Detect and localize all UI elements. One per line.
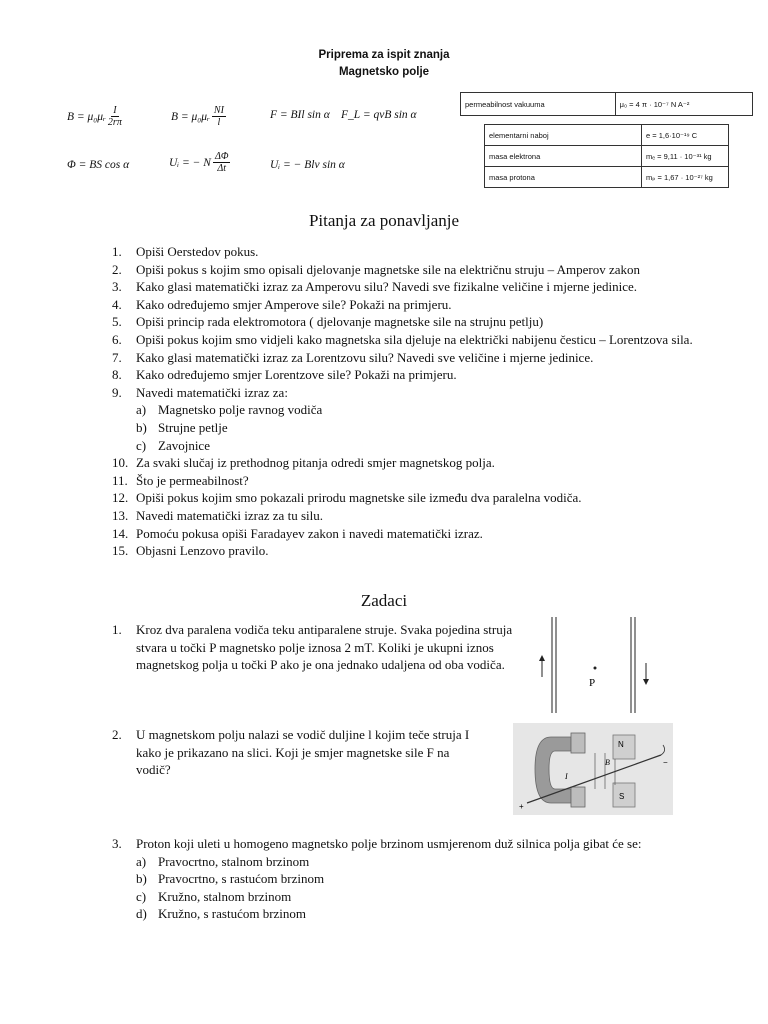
task-1: 1. Kroz dva paralena vodiča teku antiparalene struje. Svaka pojedina struja stvara u točki P magnetsko polje iznosa 2 mT. Koliki je ukupni iznos magnetskog polja u točki P ako je ona jednako udaljena od oba vodiča. [112, 622, 513, 673]
answer-option: c) Kružno, stalnom brzinom [136, 888, 292, 904]
table-row: masa elektrona mₑ = 9,11 · 10⁻³¹ kg [485, 146, 729, 167]
list-item: 13. Navedi matematički izraz za tu silu. [112, 507, 323, 523]
list-item: 3. Kako glasi matematički izraz za Amperovu silu? Navedi sve fizikalne veličine i mjerne jedinice. [112, 279, 638, 295]
sub-item: b) Strujne petlje [136, 419, 228, 435]
list-item: 2. Opiši pokus s kojim smo opisali djelovanje magnetske sile na električnu struju – Amperov zakon [112, 261, 641, 277]
point-p-label: P [589, 677, 596, 689]
formula-ampere-force: F = BIl sin α [270, 109, 330, 121]
section-title-tasks: Zadaci [360, 591, 408, 610]
review-questions-list [112, 243, 702, 560]
task-2: 2. U magnetskom polju nalazi se vodič duljine l kojim teče struja I kako je prikazano na slici. Koji je smjer magnetske sile F na vodič? [112, 727, 470, 778]
minus-terminal-label: − [663, 758, 668, 767]
magnet-conductor-figure [513, 723, 673, 815]
list-item: 8. Kako određujemo smjer Lorentzove sile? Pokaži na primjeru. [112, 367, 457, 383]
formula-faraday: Uᵢ = − N $\frac{\Delta\Phi}{\Delta t}$ [169, 151, 229, 174]
plus-terminal-label: + [519, 802, 524, 811]
list-item: 1. Opiši Oerstedov pokus. [112, 244, 259, 259]
list-item: 15. Objasni Lenzovo pravilo. [112, 543, 269, 559]
formula-lorentz-force: F_L = qvB sin α [341, 109, 417, 121]
vacuum-permeability-table [460, 92, 753, 116]
task-3: 3. Proton koji uleti u homogeno magnetsko polje brzinom usmjerenom duž silnica polja gibat će se: a) Pravocrtno, stalnom brzinom b) Pravocrtno, s rastućom brzinom c) Kružno, stalnom brzinom d) Kružno, s rastućom brzinom [112, 835, 682, 923]
table-row: masa protona mₚ = 1,67 · 10⁻²⁷ kg [485, 167, 729, 188]
list-item: 12. Opiši pokus kojim smo pokazali prirodu magnetske sile između dva paralelna vodiča. [112, 490, 582, 506]
document-subtitle: Magnetsko polje [338, 66, 430, 78]
parallel-wires-figure [535, 615, 675, 715]
formula-solenoid: B = μ₀μᵣ $\frac{NI}{l}$ [171, 105, 224, 128]
formula-motional-emf: Uᵢ = − Blv sin α [270, 159, 345, 171]
list-item: 6. Opiši pokus kojim smo vidjeli kako magnetska sila djeluje na električki nabijenu česticu – Lorentzova sila. [112, 331, 693, 347]
answer-option: b) Pravocrtno, s rastućom brzinom [136, 871, 325, 887]
list-item: 10. Za svaki slučaj iz prethodnog pitanja odredi smjer magnetskog polja. [112, 455, 495, 471]
field-b-label: B [605, 758, 610, 767]
list-item: 7. Kako glasi matematički izraz za Lorentzovu silu? Navedi sve veličine i mjerne jedinice. [112, 349, 594, 365]
list-item: 4. Kako određujemo smjer Amperove sile? Pokaži na primjeru. [112, 296, 452, 312]
list-item: 14. Pomoću pokusa opiši Faradayev zakon i navedi matematički izraz. [112, 525, 483, 541]
sub-item: c) Zavojnice [136, 437, 210, 453]
list-item: 5. Opiši princip rada elektromotora ( djelovanje magnetske sile na strujnu petlju) [112, 314, 544, 330]
constants-table [484, 124, 729, 188]
north-pole-label: N [618, 740, 624, 749]
vacuum-value: μ₀ = 4 π · 10⁻⁷ N A⁻² [615, 93, 752, 116]
south-pole-label: S [619, 792, 625, 801]
list-item: 11. Što je permeabilnost? [112, 472, 249, 488]
answer-option: d) Kružno, s rastućom brzinom [136, 906, 307, 922]
list-item: 9. Navedi matematički izraz za: a) Magnetsko polje ravnog vodiča b) Strujne petlje c) Zavojnice [112, 384, 702, 454]
section-title-review: Pitanja za ponavljanje [308, 211, 460, 230]
point-p-marker [594, 667, 597, 670]
current-i-label: I [565, 772, 568, 781]
formula-straight-wire: B = μ₀μᵣ $\frac{I}{2r\pi}$ [67, 105, 122, 128]
document-title: Priprema za ispit znanja [318, 49, 450, 61]
sub-item: a) Magnetsko polje ravnog vodiča [136, 402, 323, 418]
vacuum-label: permeabilnost vakuuma [461, 93, 616, 116]
answer-option: a) Pravocrtno, stalnom brzinom [136, 853, 310, 869]
arrow-up-icon [539, 655, 545, 677]
arrow-down-icon [643, 663, 649, 685]
formula-flux: Φ = BS cos α [67, 159, 130, 171]
table-row: elementarni naboj e = 1,6·10⁻¹⁹ C [485, 125, 729, 146]
